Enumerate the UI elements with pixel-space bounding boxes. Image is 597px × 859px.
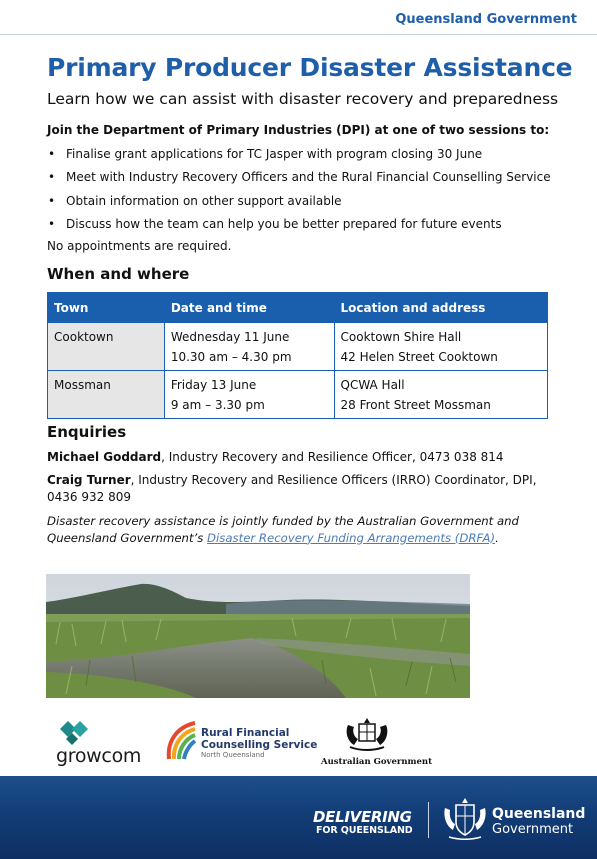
address-text: 42 Helen Street Cooktown xyxy=(340,349,498,364)
ausgov-wordmark: Australian Government xyxy=(321,757,433,767)
time-text: 9 am – 3.30 pm xyxy=(170,397,265,412)
sugarcane-field-photo xyxy=(46,574,470,698)
location-cell xyxy=(334,371,548,419)
contact-details: , Industry Recovery and Resilience Officers (IRRO) Coordinator, DPI, 0436 932 809 xyxy=(47,473,537,504)
list-item: • Obtain information on other support available xyxy=(47,190,567,213)
drfa-link[interactable]: Disaster Recovery Funding Arrangements (DRFA) xyxy=(207,530,496,545)
queensland-crest-icon xyxy=(441,796,489,842)
funding-note xyxy=(47,513,567,546)
time-text: 10.30 am – 4.30 pm xyxy=(170,349,292,364)
top-bar xyxy=(0,0,597,35)
contact-michael xyxy=(47,449,547,466)
intro-text: Join the Department of Primary Industries (DPI) at one of two sessions to: xyxy=(47,123,550,137)
column-header-town: Town xyxy=(48,293,165,323)
delivering-title: DELIVERING xyxy=(313,808,412,826)
qg-wordmark-line1: Queensland xyxy=(492,806,586,822)
delivering-subtitle: FOR QUEENSLAND xyxy=(316,825,413,836)
rfcs-name-line2: Counselling Service xyxy=(201,739,318,751)
date-cell xyxy=(164,323,334,371)
sessions-table xyxy=(47,292,548,419)
rfcs-logo xyxy=(165,719,318,764)
funding-note-text: Disaster recovery assistance is jointly funded by the Australian Government and Queensland Government’s xyxy=(47,514,519,545)
rfcs-arc-icon xyxy=(165,721,199,761)
australian-government-logo xyxy=(318,715,433,770)
growcom-mark-icon xyxy=(56,717,96,745)
contact-details: , Industry Recovery and Resilience Officer, 0473 038 814 xyxy=(161,450,504,464)
contact-name: Michael Goddard xyxy=(47,450,162,464)
contact-name: Craig Turner xyxy=(47,473,131,487)
qg-wordmark-line2: Government xyxy=(492,822,574,837)
page-title: Primary Producer Disaster Assistance xyxy=(47,53,573,82)
list-item: • Meet with Industry Recovery Officers and the Rural Financial Counselling Service xyxy=(47,166,567,189)
bullet-list xyxy=(47,143,567,236)
address-text: 28 Front Street Mossman xyxy=(340,397,491,412)
growcom-logo xyxy=(56,717,144,767)
date-text: Friday 13 June xyxy=(170,378,257,392)
location-text: QCWA Hall xyxy=(340,378,405,392)
footer-banner xyxy=(0,776,597,859)
coat-of-arms-icon xyxy=(342,715,392,755)
rfcs-region: North Queensland xyxy=(201,751,265,759)
date-cell xyxy=(164,371,334,419)
header-org: Queensland Government xyxy=(395,12,577,27)
no-appointments-text: No appointments are required. xyxy=(47,239,232,253)
list-item: • Discuss how the team can help you be better prepared for future events xyxy=(47,213,567,236)
when-heading: When and where xyxy=(47,265,190,283)
table-row xyxy=(48,371,548,419)
column-header-date: Date and time xyxy=(164,293,334,323)
location-text: Cooktown Shire Hall xyxy=(340,330,462,344)
list-item: • Finalise grant applications for TC Jasper with program closing 30 June xyxy=(47,143,567,166)
page-subtitle: Learn how we can assist with disaster recovery and preparedness xyxy=(47,90,559,108)
funding-note-end: . xyxy=(495,530,499,545)
column-header-location: Location and address xyxy=(334,293,548,323)
rfcs-name-line1: Rural Financial xyxy=(201,727,290,739)
contact-craig xyxy=(47,472,547,506)
table-header-row xyxy=(48,293,548,323)
footer-divider xyxy=(428,802,429,838)
date-text: Wednesday 11 June xyxy=(170,330,290,344)
growcom-wordmark: growcom xyxy=(56,745,142,767)
location-cell xyxy=(334,323,548,371)
town-cell: Cooktown xyxy=(48,323,165,371)
town-cell: Mossman xyxy=(48,371,165,419)
enquiries-heading: Enquiries xyxy=(47,423,127,441)
partner-logos xyxy=(0,705,597,775)
table-row xyxy=(48,323,548,371)
